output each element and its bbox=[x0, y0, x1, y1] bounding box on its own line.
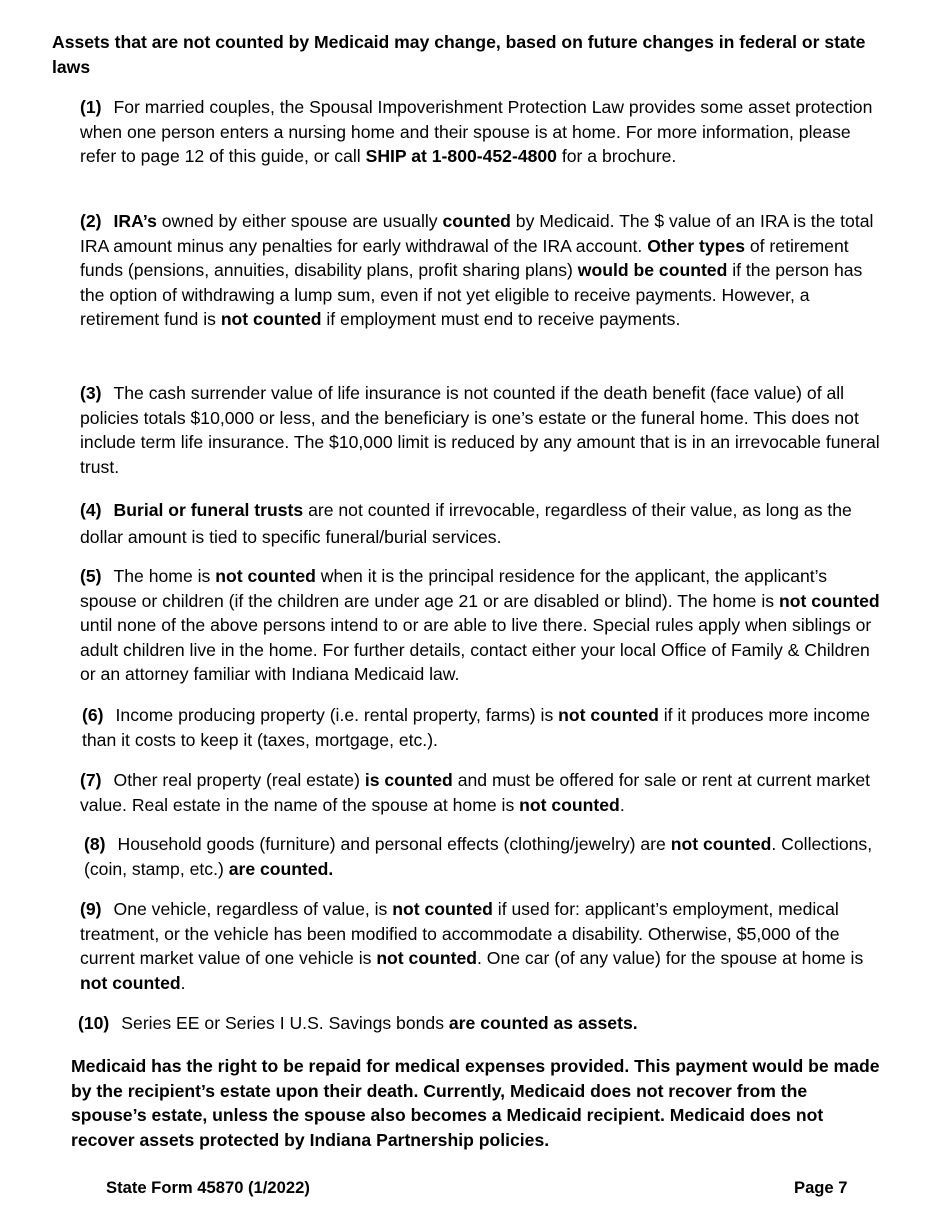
bold-text: not counted bbox=[220, 309, 322, 330]
bold-text: are counted as assets. bbox=[448, 1013, 638, 1033]
item-number: (7) bbox=[80, 770, 102, 790]
item-number: (8) bbox=[84, 834, 106, 854]
text-run: . One car (of any value) for the spouse at home is bbox=[476, 948, 864, 969]
page-number: Page 7 bbox=[794, 1178, 848, 1197]
item-number: (6) bbox=[82, 705, 104, 725]
text-run: until none of the above persons intend to or are able to live there. Special rules apply when siblings or adult children live in the home. For further details, contact either your local Office of Family & Children or an attorney familiar with Indiana Medicaid law. bbox=[80, 615, 872, 685]
item-number: (9) bbox=[80, 899, 102, 919]
text-run: are not counted if irrevocable, regardless of their value, as long as the dollar amount is tied to specific funeral/burial services. bbox=[80, 500, 852, 547]
bold-text: counted bbox=[442, 211, 511, 231]
text-run: Other real property (real estate) bbox=[113, 770, 365, 790]
text-run: owned by either spouse are usually bbox=[156, 211, 443, 231]
bold-text: not counted bbox=[215, 566, 316, 586]
text-run: For married couples, the Spousal Impoverishment Protection Law provides some asset protection when one person enters a nursing home and their spouse is at home. For more information, please refer to page 12 of this guide, or call bbox=[80, 97, 873, 167]
list-item-5 bbox=[80, 564, 888, 687]
bold-text: Burial or funeral trusts bbox=[113, 500, 304, 520]
item-text bbox=[80, 97, 872, 166]
item-number: (1) bbox=[80, 97, 102, 117]
item-text bbox=[121, 1013, 637, 1033]
text-run: Income producing property (i.e. rental property, farms) is bbox=[115, 705, 559, 725]
bold-text: not counted bbox=[376, 948, 477, 969]
text-run: The home is bbox=[113, 566, 216, 586]
form-number: State Form 45870 (1/2022) bbox=[106, 1178, 310, 1197]
bold-text: IRA’s bbox=[113, 211, 157, 231]
text-run: One vehicle, regardless of value, is bbox=[113, 899, 393, 919]
list-item-4 bbox=[80, 497, 888, 550]
list-item-10 bbox=[78, 1011, 886, 1036]
item-text bbox=[80, 566, 880, 684]
bold-text: not counted bbox=[670, 834, 772, 854]
text-run: if the person has the option of withdrawing a lump sum, even if not yet eligible to receive payments. However, a retirement fund is bbox=[80, 260, 863, 330]
text-run: if employment must end to receive payments. bbox=[321, 309, 681, 330]
text-run: of retirement funds (pensions, annuities, disability plans, profit sharing plans) bbox=[80, 235, 849, 281]
text-run: for a brochure. bbox=[556, 146, 677, 167]
text-run: if it produces more income than it costs to keep it (taxes, mortgage, etc.). bbox=[82, 705, 871, 750]
bold-text: would be counted bbox=[577, 260, 728, 281]
item-text bbox=[80, 770, 870, 815]
recovery-notice: Medicaid has the right to be repaid for medical expenses provided. This payment would be made by the recipient’s estate upon their death. Currently, Medicaid does not recover from the spouse’s estate, unless the spouse also becomes a Medicaid recipient. Medicaid does not recover assets protected by Indiana Partnership policies. bbox=[71, 1056, 880, 1150]
list-item-1 bbox=[80, 95, 888, 169]
list-item-2 bbox=[80, 209, 888, 332]
list-item-9 bbox=[80, 897, 888, 995]
bold-text: are counted. bbox=[228, 858, 334, 879]
item-number: (10) bbox=[78, 1013, 110, 1033]
text-run: if used for: applicant’s employment, medical treatment, or the vehicle has been modified to accommodate a disability. Otherwise, $5,000 of the current market value of one vehicle is bbox=[80, 899, 840, 969]
text-run: when it is the principal residence for the applicant, the applicant’s spouse or children (if the children are under age 21 or are disabled or blind). The home is bbox=[80, 566, 828, 611]
list-item-8 bbox=[84, 832, 892, 881]
item-text bbox=[80, 899, 863, 993]
item-text bbox=[80, 383, 880, 477]
item-text bbox=[84, 834, 872, 879]
item-number: (4) bbox=[80, 500, 102, 520]
text-run: The cash surrender value of life insurance is not counted if the death benefit (face value) of all policies totals $10,000 or less, and the beneficiary is one’s estate or the funeral home. This does not include term life insurance. The $10,000 limit is reduced by any amount that is in an irrevocable funeral trust. bbox=[80, 383, 880, 477]
item-text bbox=[82, 705, 870, 750]
section-heading: Assets that are not counted by Medicaid may change, based on future changes in federal or state laws bbox=[52, 32, 866, 77]
item-text bbox=[80, 500, 852, 547]
list-item-3 bbox=[80, 381, 888, 479]
text-run: . bbox=[180, 972, 186, 993]
list-item-6 bbox=[82, 703, 890, 752]
item-number: (3) bbox=[80, 383, 102, 403]
list-item-7 bbox=[80, 768, 888, 817]
bold-text: SHIP at 1-800-452-4800 bbox=[365, 146, 557, 167]
bold-text: not counted bbox=[778, 590, 880, 611]
bold-text: is counted bbox=[364, 770, 453, 790]
item-number: (2) bbox=[80, 211, 102, 231]
item-text bbox=[80, 211, 873, 329]
text-run: . Collections, (coin, stamp, etc.) bbox=[84, 834, 873, 879]
bold-text: not counted bbox=[80, 972, 181, 993]
bold-text: not counted bbox=[558, 705, 659, 725]
bold-text: Other types bbox=[647, 235, 745, 256]
text-run: by Medicaid. The $ value of an IRA is the total IRA amount minus any penalties for early withdrawal of the IRA account. bbox=[80, 211, 874, 256]
item-number: (5) bbox=[80, 566, 102, 586]
text-run: . bbox=[619, 794, 625, 815]
text-run: Household goods (furniture) and personal effects (clothing/jewelry) are bbox=[117, 834, 671, 854]
text-run: Series EE or Series I U.S. Savings bonds bbox=[121, 1013, 449, 1033]
bold-text: not counted bbox=[392, 899, 493, 919]
text-run: and must be offered for sale or rent at current market value. Real estate in the name of the spouse at home is bbox=[80, 770, 871, 815]
bold-text: not counted bbox=[519, 794, 620, 815]
